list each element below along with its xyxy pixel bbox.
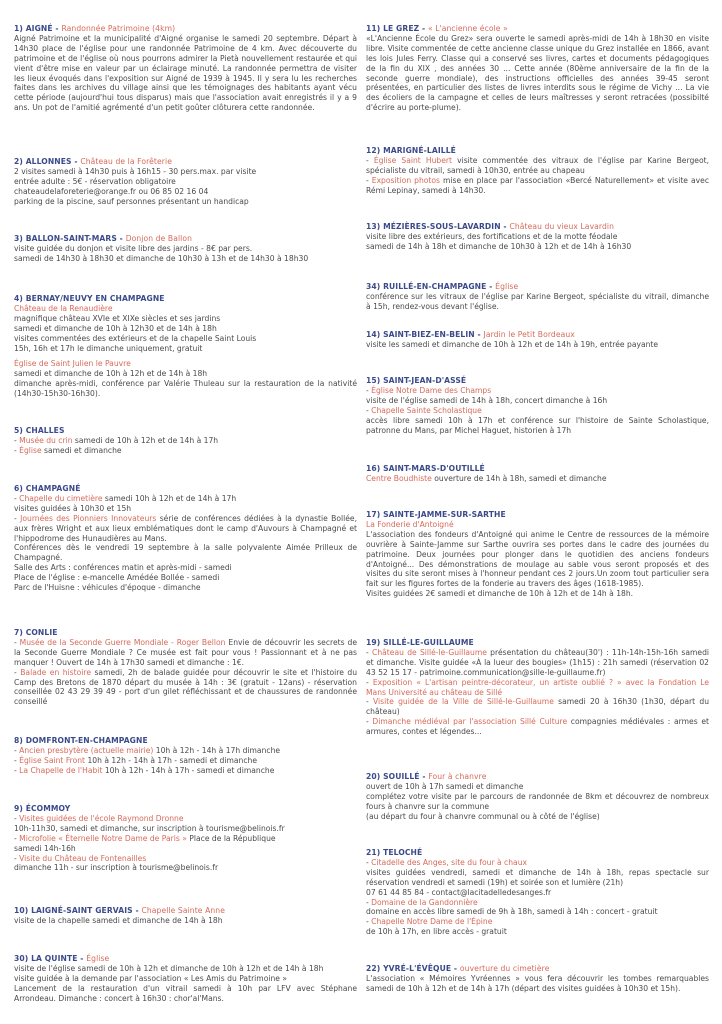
entry-text: série de conférences dédiées à la dynastie Bollée, aux frères Wright et aux lieux emblématiques dont le camp d'Auvours à Champagné et l'hippodrome des Hunaudières au Mans. (14, 513, 358, 543)
site-name: Église Notre Dame des Champs (371, 385, 492, 395)
list-item (366, 858, 709, 868)
entry-heading (14, 157, 357, 167)
entry-ruille (366, 282, 709, 312)
entry-ballon (14, 234, 357, 264)
list-item (14, 766, 357, 776)
entry-number: 2) ALLONNES (14, 157, 72, 166)
separator: - (116, 234, 126, 243)
list-item (14, 514, 357, 544)
site-name: Château de la Forêterie (80, 157, 172, 166)
entry-text: accès libre samedi 10h à 17h et conférence sur l'histoire de Sainte Scholastique, patronne du Mans, par Michel Haguet, historien à 17h (366, 415, 709, 435)
list-item (366, 697, 709, 717)
entry-text: visite de la chapelle samedi et dimanche de 14h à 18h (14, 915, 223, 925)
entry-heading: 15) SAINT-JEAN-D'ASSÉ (366, 376, 467, 385)
entry-text: samedi de 14h à 18h et dimanche de 10h30 à 12h et de 14h à 16h30 (366, 241, 632, 251)
list-item (14, 494, 357, 504)
entry-text: samedi et dimanche (41, 445, 122, 455)
entry-text: Conférences dès le vendredi 19 septembre à la salle polyvalente Aimée Prilleux de Champagné. (14, 543, 357, 563)
entry-sille (366, 638, 709, 737)
entry-allonnes (14, 157, 357, 207)
separator: - (500, 222, 510, 231)
site-name: Citadelle des Anges, site du four à chaux (371, 857, 528, 867)
entry-yvre (366, 964, 709, 994)
entry-text: ouverture de 14h à 18h, samedi et dimanche (431, 473, 607, 483)
entry-heading (366, 330, 709, 340)
entry-bernay (14, 294, 357, 399)
list-item (366, 917, 709, 927)
dash: - (366, 175, 372, 185)
list-item (366, 678, 709, 698)
entry-heading (14, 954, 357, 964)
site-name: Église Saint Hubert (373, 155, 452, 165)
entry-champagne (14, 484, 357, 593)
dash: - (366, 917, 372, 927)
site-name: Exposition « L'artisan peintre-décorateur, un artiste oublié ? » avec la Fondation Le Mans Université au château de Sillé (366, 677, 710, 697)
entry-heading: 5) CHALLES (14, 426, 65, 435)
entry-text: visite de l'église samedi de 14h à 18h, concert dimanche à 16h (366, 395, 608, 405)
site-name: Domaine de la Gandonnière (371, 897, 478, 907)
entry-text: ouvert de 10h à 17h samedi et dimanche (366, 781, 524, 791)
entry-text: «L'Ancienne École du Grez» sera ouverte le samedi après-midi de 14h à 18h30 en visite libre. Visite commentée de cette ancienne classe unique du Grez installée en 1866, avant les lois Jules Ferry. Classe qui a conservé ses livres, cartes et documents pédagogiques de la fin du XIX , des années 30 ... Cette année (80ème anniversaire de la fin de la seconde guerre mondiale), des instructions officielles des années 39-45 seront présentées, en particulier des listes de livres interdits sous le régime de Vichy ... La vie des écoliers de la campagne et celles de leurs maîtresses y seront retracées (possibilté d'écrire au porte-plume). (366, 33, 709, 113)
dash: - (366, 717, 373, 727)
site-name: Visites guidées de l'école Raymond Dronne (19, 813, 184, 823)
site-name: Musée de la Seconde Guerre Mondiale - Roger Bellon (19, 637, 226, 647)
site-name: Château de Sillé-le-Guillaume (372, 647, 487, 657)
entry-le-grez (366, 24, 709, 113)
entry-marigne (366, 146, 709, 196)
entry-number: 34) RUILLÉ-EN-CHAMPAGNE (366, 282, 487, 291)
dash: - (366, 857, 372, 867)
dash: - (14, 637, 20, 647)
separator: - (419, 772, 429, 781)
entry-text: samedi et dimanche de 10h à 12h30 et de 14h à 18h (14, 323, 217, 333)
dash: - (14, 745, 20, 755)
entry-text: (au départ du four à chanvre communal ou à côté de l'église) (366, 811, 600, 821)
dash: - (14, 813, 20, 823)
dash: - (14, 445, 20, 455)
entry-text: Place de la République (186, 833, 276, 843)
entry-text: conférence sur les vitraux de l'église par Karine Bergeot, spécialiste du vitrail, dimanche à 15h, rendez-vous devant l'église. (366, 291, 709, 311)
entry-text: 10h-11h30, samedi et dimanche, sur inscription à tourisme@belinois.fr (14, 823, 285, 833)
entry-domfront (14, 736, 357, 776)
entry-laigne (14, 906, 357, 926)
entry-text: parking de la piscine, sauf personnes présentant un handicap (14, 196, 249, 206)
site-name: Église Saint Front (19, 755, 86, 765)
entry-number: 10) LAIGNÉ-SAINT GERVAIS (14, 906, 133, 915)
dash: - (14, 493, 20, 503)
list-item (14, 854, 357, 864)
entry-teloche (366, 848, 709, 937)
site-name: Musée du crin (19, 435, 73, 445)
entry-heading (366, 282, 709, 292)
entry-text: Place de l'église : e-mancelle Amédée Bollée - samedi (14, 573, 220, 583)
entry-text: dimanche après-midi, conférence par Valérie Thuleau sur la restauration de la nativité (14h30-15h30-16h30). (14, 379, 357, 399)
site-name: Centre Boudhiste (366, 473, 432, 483)
entry-text: samedi 10h à 12h et de 14h à 17h (102, 493, 237, 503)
entry-number: 13) MÉZIÈRES-SOUS-LAVARDIN (366, 222, 501, 231)
entry-text: dimanche 11h - sur inscription à tourisme@belinois.fr (14, 863, 219, 873)
site-name: Exposition photos (371, 175, 441, 185)
entry-text: Envie de découvrir les secrets de la Seconde Guerre Mondiale ? Ce musée est fait pour vous ! Passionnant et à ne pas manquer ! Ouvert de 14h à 17h30 samedi et dimanche : 1€. (14, 637, 357, 667)
site-name: « L'ancienne école » (427, 24, 508, 33)
entry-challes (14, 426, 357, 456)
list-item (14, 746, 357, 756)
dash: - (14, 755, 20, 765)
list-item (14, 756, 357, 766)
entry-text: visite libre des extérieurs, des fortifications et de la motte féodale (366, 231, 618, 241)
entry-text: samedi 20 à 16h30 (1h30, départ du château) (366, 697, 710, 717)
entry-text: Parc de l'Huisne : véhicules d'époque - dimanche (14, 583, 201, 593)
site-name: La Fonderie d'Antoigné (366, 519, 454, 529)
dash: - (14, 513, 21, 523)
site-name: Chapelle Sainte Anne (141, 906, 225, 915)
entry-aigne (14, 24, 357, 113)
entry-heading: 6) CHAMPAGNÉ (14, 484, 81, 493)
separator: - (486, 282, 496, 291)
list-item (14, 834, 357, 844)
entry-text: visite guidée à la demande par l'association « Les Amis du Patrimoine » (14, 973, 287, 983)
entry-heading: 19) SILLÉ-LE-GUILLAUME (366, 638, 474, 647)
entry-text: L'association « Mémoires Yvréennes » vous fera découvrir les tombes remarquables samedi de 10h à 12h et de 14h à 17h (départ des visites guidées à 10h30 et 15h). (366, 973, 709, 993)
list-item (366, 156, 709, 176)
entry-text: mise en place par l'association «Bercé Naturellement» et visite avec Rémi Lepinay, samedi à 14h30. (366, 175, 709, 195)
list-item (366, 176, 709, 196)
entry-heading (14, 906, 357, 916)
entry-text: de 10h à 17h, en libre accès - gratuit (366, 927, 507, 937)
site-name: Four à chanvre (428, 772, 487, 781)
entry-heading (14, 24, 357, 34)
list-item (14, 668, 357, 708)
dash: - (14, 853, 20, 863)
site-name: Église (19, 445, 42, 455)
entry-heading (366, 964, 709, 974)
list-item (14, 814, 357, 824)
dash: - (366, 677, 373, 687)
entry-heading: 17) SAINTE-JAMME-SUR-SARTHE (366, 510, 506, 519)
site-name: La Chapelle de l'Habit (19, 765, 103, 775)
site-name: Donjon de Ballon (125, 234, 193, 243)
dash: - (366, 385, 372, 395)
entry-text: visite les samedi et dimanche de 10h à 12h et de 14h à 19h, entrée payante (366, 339, 659, 349)
entry-mezieres (366, 222, 709, 252)
site-name: Église de Saint Julien le Pauvre (14, 359, 131, 369)
entry-heading: 7) CONLIE (14, 628, 58, 637)
entry-text: visite de l'église samedi de 10h à 12h et dimanche de 10h à 12h et de 14h à 18h (14, 963, 324, 973)
entry-text: 2 visites samedi à 14h30 puis à 16h15 - 30 pers.max. par visite (14, 166, 257, 176)
dash: - (14, 765, 20, 775)
separator: - (474, 330, 484, 339)
entry-text: 10h à 12h - 14h à 17h dimanche (153, 745, 281, 755)
entry-sainte-jamme (366, 510, 709, 599)
entry-number: 20) SOUILLÉ (366, 772, 420, 781)
entry-text: présentation du château(30') : 11h-14h-15h-16h samedi et dimanche. Visite guidée «À la lueur des bougies» (1h15) : 21h samedi (réservation 02 43 52 15 17 - patrimoine.communication@sille-le-guillaume.fr) (366, 647, 710, 677)
entry-text: entrée adulte : 5€ - réservation obligatoire (14, 176, 176, 186)
entry-conlie (14, 628, 357, 707)
entry-text: samedi de 14h30 à 18h30 et dimanche de 10h30 à 13h et de 14h30 à 18h30 (14, 253, 309, 263)
list-item (14, 436, 357, 446)
site-name: Église (495, 282, 519, 291)
entry-saint-biez (366, 330, 709, 350)
entry-la-quinte (14, 954, 357, 1004)
entry-text: visites guidées à 10h30 et 15h (14, 503, 132, 513)
site-name: Ancien presbytère (actuelle mairie) (19, 745, 154, 755)
entry-text: samedi de 10h à 12h et de 14h à 17h (72, 435, 219, 445)
separator: - (132, 906, 142, 915)
entry-number: 11) LE GREZ (366, 24, 420, 33)
entry-saint-jean (366, 376, 709, 435)
entry-heading (366, 24, 709, 34)
dash: - (366, 155, 374, 165)
entry-text: Visites guidées 2€ samedi et dimanche de 10h à 12h et de 14h à 18h. (366, 589, 634, 599)
entry-text: compagnies médiévales : armes et armures, contes et légendes... (366, 717, 709, 737)
site-name: Balade en histoire (20, 667, 91, 677)
site-name: Château du vieux Lavardin (509, 222, 615, 231)
dash: - (366, 647, 373, 657)
dash: - (14, 667, 21, 677)
entry-contact[interactable]: 07 61 44 85 84 - contact@lacitadelledesanges.fr (366, 887, 552, 897)
dash: - (14, 435, 20, 445)
site-name: Jardin le Petit Bordeaux (483, 330, 575, 339)
entry-ecommoy (14, 804, 357, 873)
site-name: Dimanche médiéval par l'association Sillé Culture (372, 717, 568, 727)
entry-number: 22) YVRÉ-L'ÉVÊQUE (366, 964, 452, 973)
list-item (366, 386, 709, 396)
entry-number: 3) BALLON-SAINT-MARS (14, 234, 117, 243)
list-item (14, 638, 357, 668)
separator: - (451, 964, 460, 973)
entry-text: visite commentée des vitraux de l'église par Karine Bergeot, spécialiste du vitrail, samedi à 10h30, entrée au chapeau (366, 155, 709, 175)
entry-text: L'association des fondeurs d'Antoigné qui anime le Centre de ressources de la mémoire ouvrière à Sainte-Jamme sur Sarthe ouvrira ses portes dans le cadre des journées du patrimoine. Deux journées pour plonger dans le quotidien des anciens fondeurs d'Antoigné... Des démonstrations de moulage au sable vous seront proposés et des visites du site seront mises à l'honneur pendant ces 2 jours.Un zoom tout particulier sera fait sur les figures fortes de la fonderie au travers des âges (1618-1985). (366, 529, 709, 589)
entry-heading: 9) ÉCOMMOY (14, 804, 71, 813)
entry-heading (366, 772, 709, 782)
entry-heading: 21) TELOCHÉ (366, 848, 423, 857)
dash: - (366, 697, 373, 707)
entry-heading: 12) MARIGNÉ-LAILLÉ (366, 146, 456, 155)
site-name: Microfolie « Éternelle Notre Dame de Paris » (19, 833, 187, 843)
entry-heading: 8) DOMFRONT-EN-CHAMPAGNE (14, 736, 148, 745)
entry-text: magnifique château XVIe et XIXe siècles et ses jardins (14, 313, 221, 323)
site-name: Chapelle Notre Dame de l'Épine (371, 917, 493, 927)
entry-text: 15h, 16h et 17h le dimanche uniquement, gratuit (14, 343, 203, 353)
site-name: Visite du Château de Fontenailles (19, 853, 147, 863)
entry-text: visites guidées vendredi, samedi et dimanche de 14h à 18h, repas spectacle sur réservation vendredi et samedi (19h) et soirée son et lumière (21h) (366, 867, 709, 887)
entry-text: visites commentées des extérieurs et de la chapelle Saint Louis (14, 333, 257, 343)
entry-email[interactable]: chateaudelaforeterie@orange.fr ou 06 85 02 16 04 (14, 186, 209, 196)
separator: - (71, 157, 81, 166)
entry-heading (366, 222, 709, 232)
separator: - (52, 24, 62, 33)
site-name: Église (86, 954, 110, 963)
entry-text: domaine en accès libre samedi de 9h à 18h, samedi à 14h : concert - gratuit (366, 907, 658, 917)
entry-souille (366, 772, 709, 822)
list-item (366, 898, 709, 908)
entry-number: 1) AIGNÉ (14, 24, 53, 33)
list-item (366, 717, 709, 737)
dash: - (14, 833, 20, 843)
site-name: Chapelle Sainte Scholastique (371, 405, 482, 415)
site-name: Château de la Renaudière (14, 303, 113, 313)
entry-text: samedi 14h-16h (14, 843, 76, 853)
entry-text: complétez votre visite par le parcours de randonnée de 8km et découvrez de nombreux fours à chanvre sur la commune (366, 791, 709, 811)
separator: - (419, 24, 428, 33)
entry-text: samedi, 2h de balade guidée pour découvrir le site et l'histoire du Camp des Bretons de 1870 départ du musée à 14h : 3€ (gratuit - 12ans) - réservation conseillée 02 43 29 39 49 - port d'un gilet réfléchissant et de chaussures de randonnée conseillé (14, 667, 358, 707)
list-item (366, 648, 709, 678)
dash: - (366, 405, 372, 415)
entry-text: Aigné Patrimoine et la municipalité d'Aigné organise le samedi 20 septembre. Départ à 14h30 place de l'église pour une randonnée Patrimoine de 4 km. Avec découverte du patrimoine et de l'église où nous pourrons admirer la Pietà nouvellement restaurée et qui vient d'être mise en valeur par un éclairage minuté. La randonnée permettra de visiter les lieux évoqués dans l'exposition sur Aigné de 1939 à 1945. Il y sera lu les recherches faites dans les archives du village ainsi que les témoignages des habitants ayant vécu cette période (aujourd'hui tous disparus) mais que l'association avait enregistrés il y a 9 ans. Un pot de l'amitié agrémenté d'un petit goûter clôturera cette randonnée. (14, 33, 357, 113)
site-name: Journées des Pionniers Innovateurs (20, 513, 157, 523)
entry-text: Lancement de la restauration d'un vitrail samedi à 10h par LFV avec Stéphane Arrondeau. Dimanche : concert à 16h30 : chor'al'Mans. (14, 983, 357, 1003)
entry-text: Salle des Arts : conférences matin et après-midi - samedi (14, 563, 232, 573)
entry-heading (14, 234, 357, 244)
list-item (366, 474, 709, 484)
entry-heading: 4) BERNAY/NEUVY EN CHAMPAGNE (14, 294, 165, 303)
separator: - (77, 954, 87, 963)
list-item (366, 406, 709, 416)
list-item (14, 446, 357, 456)
entry-saint-mars (366, 464, 709, 484)
site-name: Chapelle du cimetière (19, 493, 103, 503)
entry-text: 10h à 12h - 14h à 17h - samedi et dimanche (102, 765, 275, 775)
entry-number: 30) LA QUINTE (14, 954, 78, 963)
entry-text: 10h à 12h - 14h à 17h - samedi et dimanche (85, 755, 257, 765)
entry-text: visite guidée du donjon et visite libre des jardins - 8€ par pers. (14, 243, 253, 253)
dash: - (366, 897, 372, 907)
entry-number: 14) SAINT-BIEZ-EN-BELIN (366, 330, 475, 339)
entry-text: samedi et dimanche de 10h à 12h et de 14h à 18h (14, 369, 208, 379)
site-name: Visite guidée de la Ville de Sillé-le-Guillaume (372, 697, 554, 707)
site-name: Randonnée Patrimoine (4km) (61, 24, 176, 33)
entry-heading: 16) SAINT-MARS-D'OUTILLÉ (366, 464, 485, 473)
site-name: ouverture du cimetière (459, 964, 550, 973)
